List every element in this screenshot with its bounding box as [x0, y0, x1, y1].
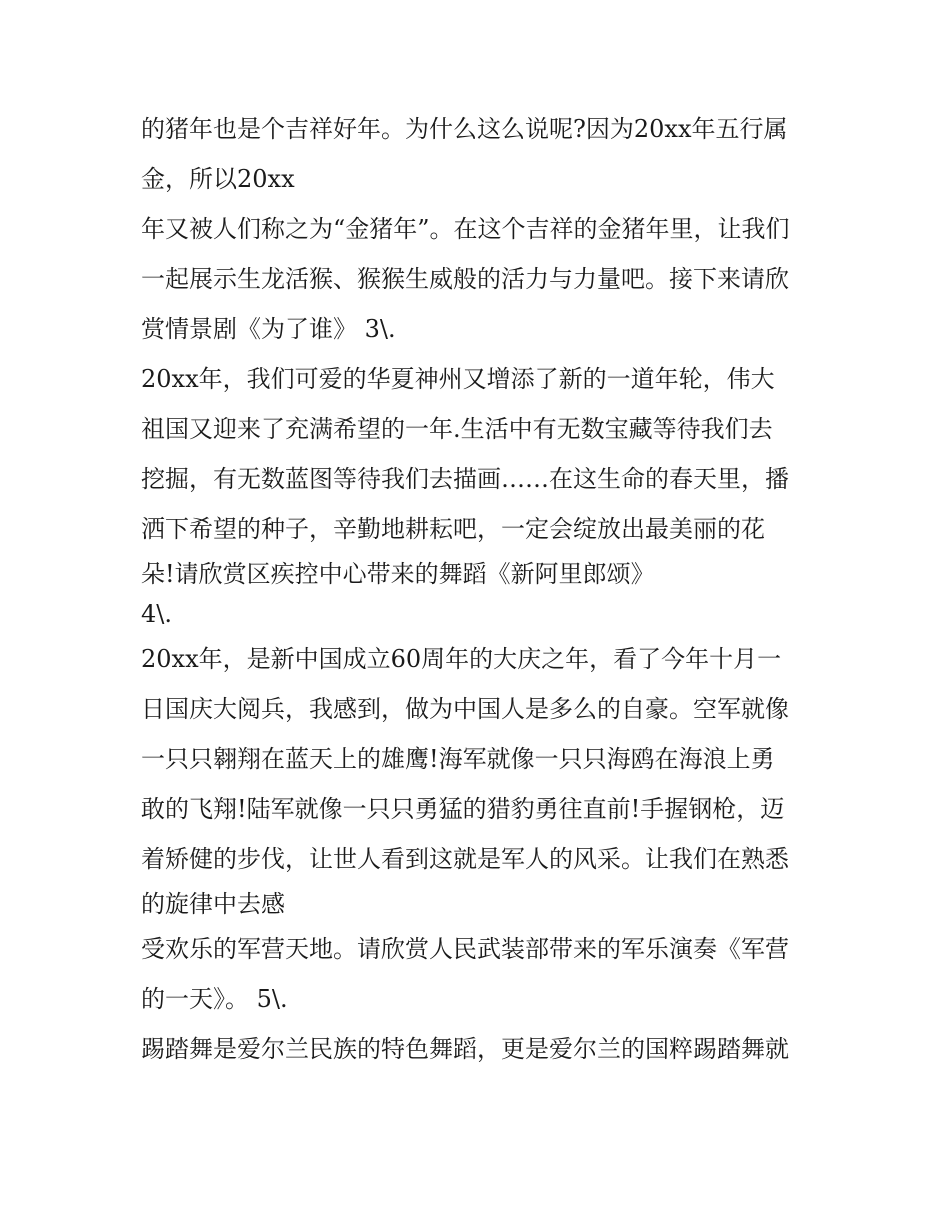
text-line: 年又被人们称之为“金猪年”。在这个吉祥的金猪年里，让我们: [141, 215, 790, 243]
text-line: 20xx年，我们可爱的华夏神州又增添了新的一道年轮，伟大: [141, 365, 775, 393]
text-line: 金，所以20xx: [141, 165, 295, 193]
text-line: 赏情景剧《为了谁》 3\.: [141, 315, 396, 343]
text-line: 的一天》。 5\.: [141, 985, 288, 1013]
text-line: 洒下希望的种子，辛勤地耕耘吧，一定会绽放出最美丽的花: [141, 515, 765, 543]
text-line: 日国庆大阅兵，我感到，做为中国人是多么的自豪。空军就像: [141, 695, 789, 723]
body-text: [141, 104, 821, 1074]
text-line: 朵!请欣赏区疾控中心带来的舞蹈《新阿里郎颂》: [141, 560, 655, 588]
text-line: 的猪年也是个吉祥好年。为什么这么说呢?因为20xx年五行属: [141, 115, 788, 143]
text-line: 着矫健的步伐，让世人看到这就是军人的风采。让我们在熟悉: [141, 845, 789, 873]
text-line: 敢的飞翔!陆军就像一只只勇猛的猎豹勇往直前!手握钢枪，迈: [141, 795, 785, 823]
text-line: 20xx年，是新中国成立60周年的大庆之年，看了今年十月一: [141, 645, 782, 673]
text-line: 4\.: [141, 600, 172, 628]
text-line: 一只只翱翔在蓝天上的雄鹰!海军就像一只只海鸥在海浪上勇: [141, 745, 775, 773]
text-line: 祖国又迎来了充满希望的一年.生活中有无数宝藏等待我们去: [141, 415, 773, 443]
text-line: 一起展示生龙活猴、猴猴生威般的活力与力量吧。接下来请欣: [141, 265, 789, 293]
text-line: 踢踏舞是爱尔兰民族的特色舞蹈，更是爱尔兰的国粹踢踏舞就: [141, 1035, 789, 1063]
text-line: 受欢乐的军营天地。请欣赏人民武装部带来的军乐演奏《军营: [141, 935, 789, 963]
text-line: 的旋律中去感: [141, 890, 285, 918]
text-line: 挖掘，有无数蓝图等待我们去描画……在这生命的春天里，播: [141, 465, 789, 493]
